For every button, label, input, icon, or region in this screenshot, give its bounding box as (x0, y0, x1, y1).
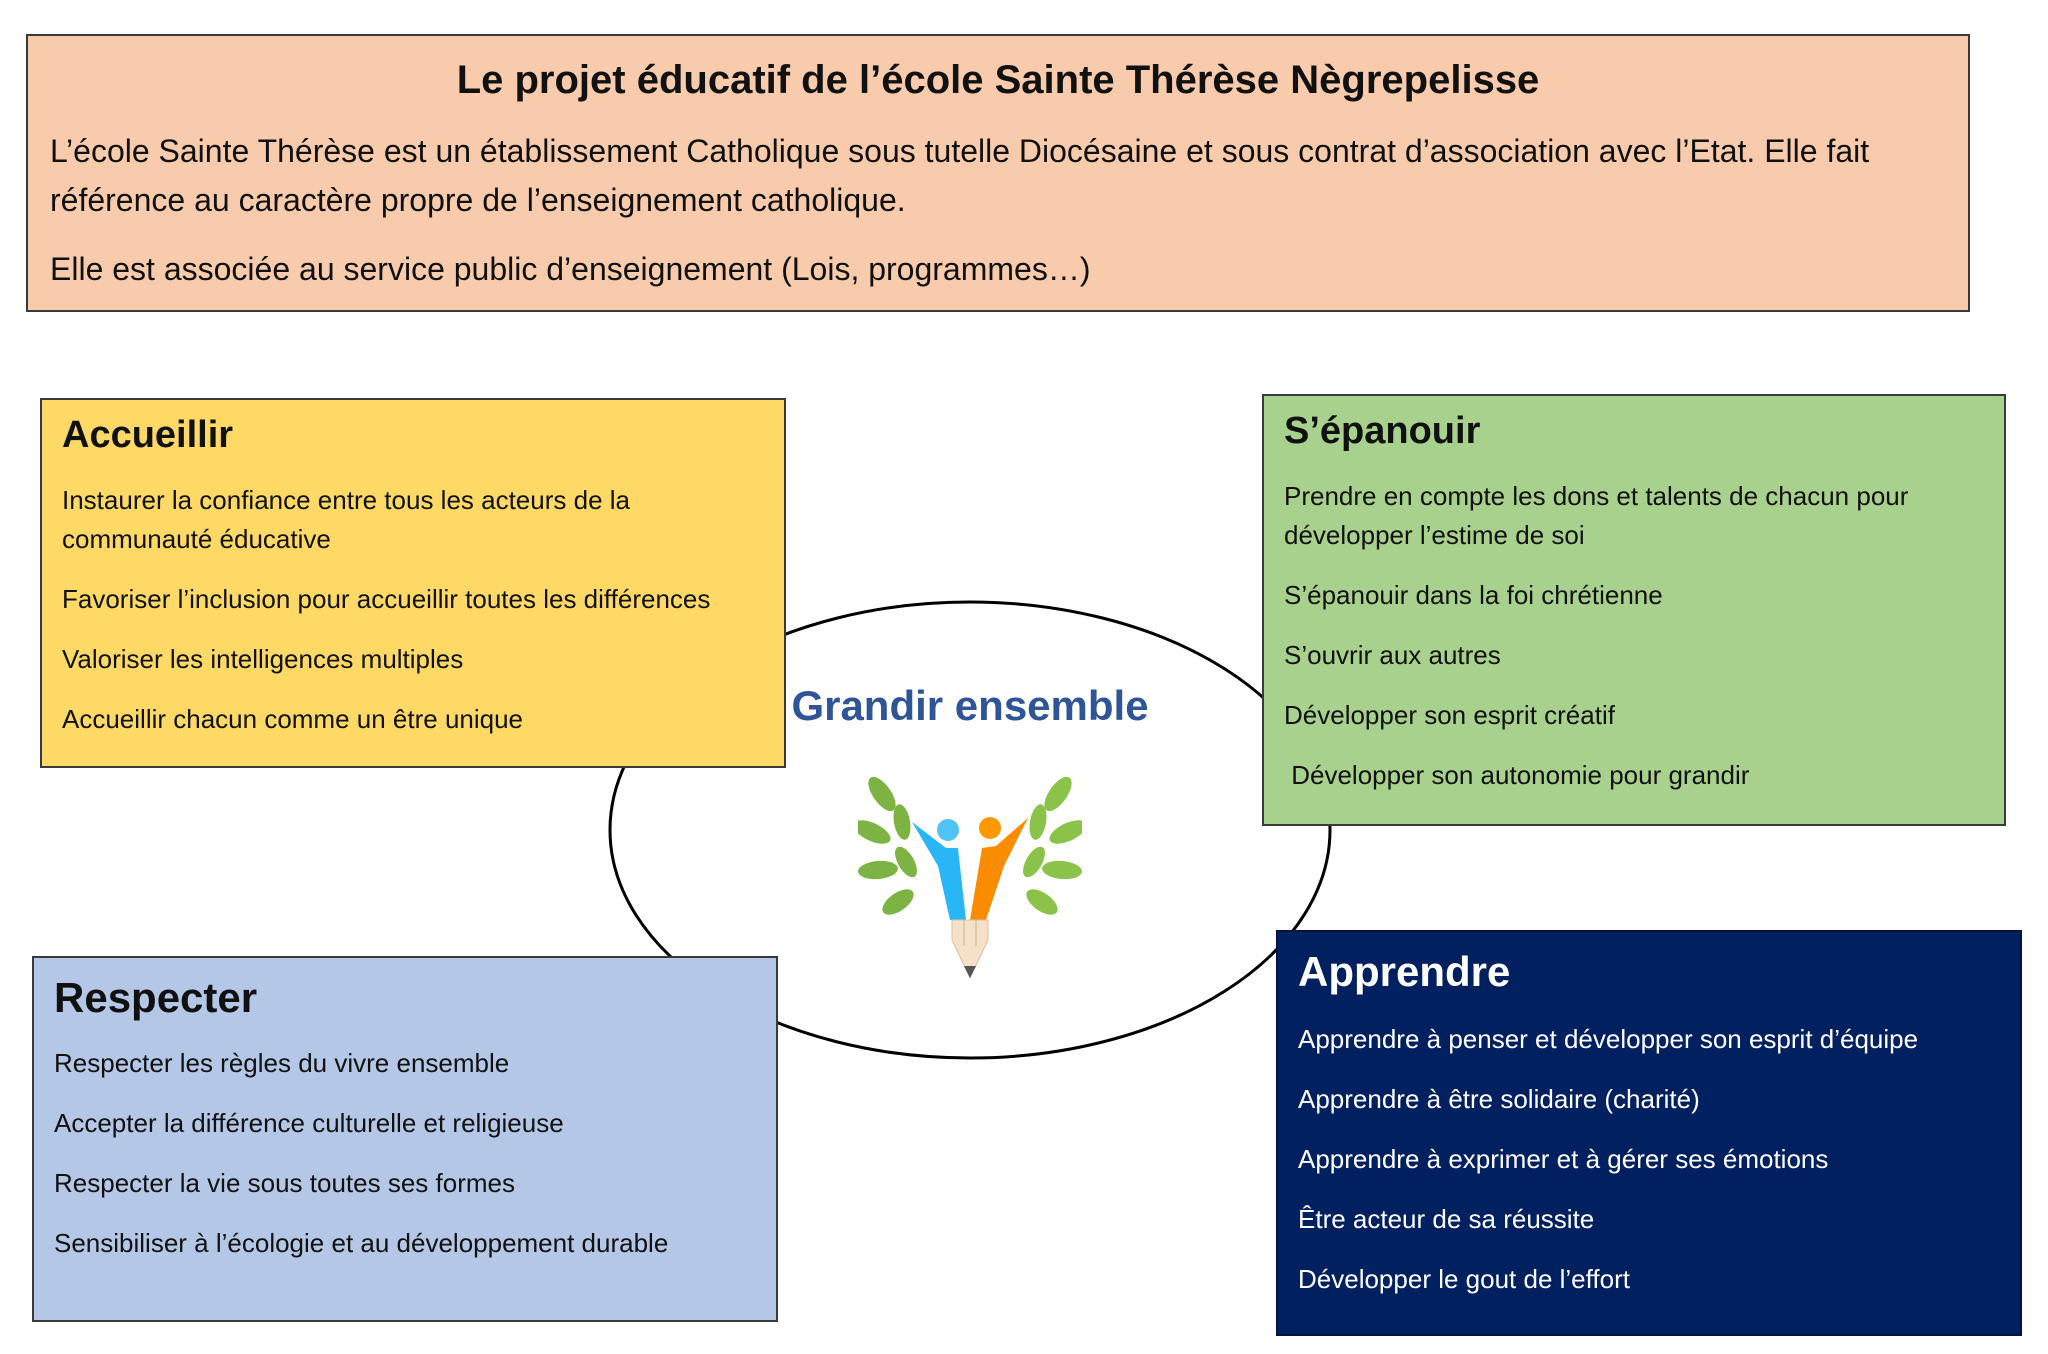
quadrant-list (1284, 477, 2004, 795)
list-item: Apprendre à exprimer et à gérer ses émotions (1298, 1144, 1829, 1174)
list-item: Prendre en compte les dons et talents de chacun pour développer l’estime de soi (1284, 481, 1909, 550)
quadrant-title: Accueillir (62, 414, 234, 456)
list-item: Respecter la vie sous toutes ses formes (54, 1168, 515, 1198)
header-paragraph-2: Elle est associée au service public d’enseignement (Lois, programmes…) (50, 251, 1091, 287)
list-item: Accepter la différence culturelle et religieuse (54, 1108, 564, 1138)
children-leaves-pencil-logo-icon (858, 770, 1082, 984)
list-item: Favoriser l’inclusion pour accueillir toutes les différences (62, 584, 711, 614)
quadrant-apprendre (1276, 930, 2022, 1336)
list-item: Apprendre à être solidaire (charité) (1298, 1084, 1700, 1114)
quadrant-title: S’épanouir (1284, 410, 1481, 452)
quadrant-title: Apprendre (1298, 948, 1511, 995)
quadrant-title: Respecter (54, 974, 258, 1021)
list-item: Être acteur de sa réussite (1298, 1204, 1595, 1234)
page-title: Le projet éducatif de l’école Sainte Thérèse Nègrepelisse (456, 58, 1540, 102)
list-item: Développer le gout de l’effort (1298, 1264, 1630, 1294)
quadrant-accueillir (40, 398, 786, 768)
list-item: Développer son autonomie pour grandir (1284, 760, 1750, 790)
quadrant-epanouir (1262, 394, 2006, 826)
list-item: Développer son esprit créatif (1284, 700, 1615, 730)
quadrant-list (1298, 1020, 2020, 1299)
header-paragraph-1: L’école Sainte Thérèse est un établissement Catholique sous tutelle Diocésaine et sous contrat d’association avec l’Etat. Elle fait référence au caractère propre de l’enseignement catholique. (50, 133, 1870, 218)
quadrant-list (54, 1044, 776, 1263)
list-item: Accueillir chacun comme un être unique (62, 704, 524, 734)
list-item: Apprendre à penser et développer son esprit d’équipe (1298, 1024, 1919, 1054)
quadrant-list (62, 481, 784, 739)
list-item: Valoriser les intelligences multiples (62, 644, 464, 674)
list-item: Respecter les règles du vivre ensemble (54, 1048, 510, 1078)
quadrant-respecter (32, 956, 778, 1322)
list-item: Sensibiliser à l’écologie et au développement durable (54, 1228, 669, 1258)
list-item: S’épanouir dans la foi chrétienne (1284, 580, 1663, 610)
list-item: Instaurer la confiance entre tous les acteurs de la communauté éducative (62, 485, 630, 554)
header-box (26, 34, 1970, 312)
center-title: Grandir ensemble (791, 682, 1149, 729)
list-item: S’ouvrir aux autres (1284, 640, 1501, 670)
